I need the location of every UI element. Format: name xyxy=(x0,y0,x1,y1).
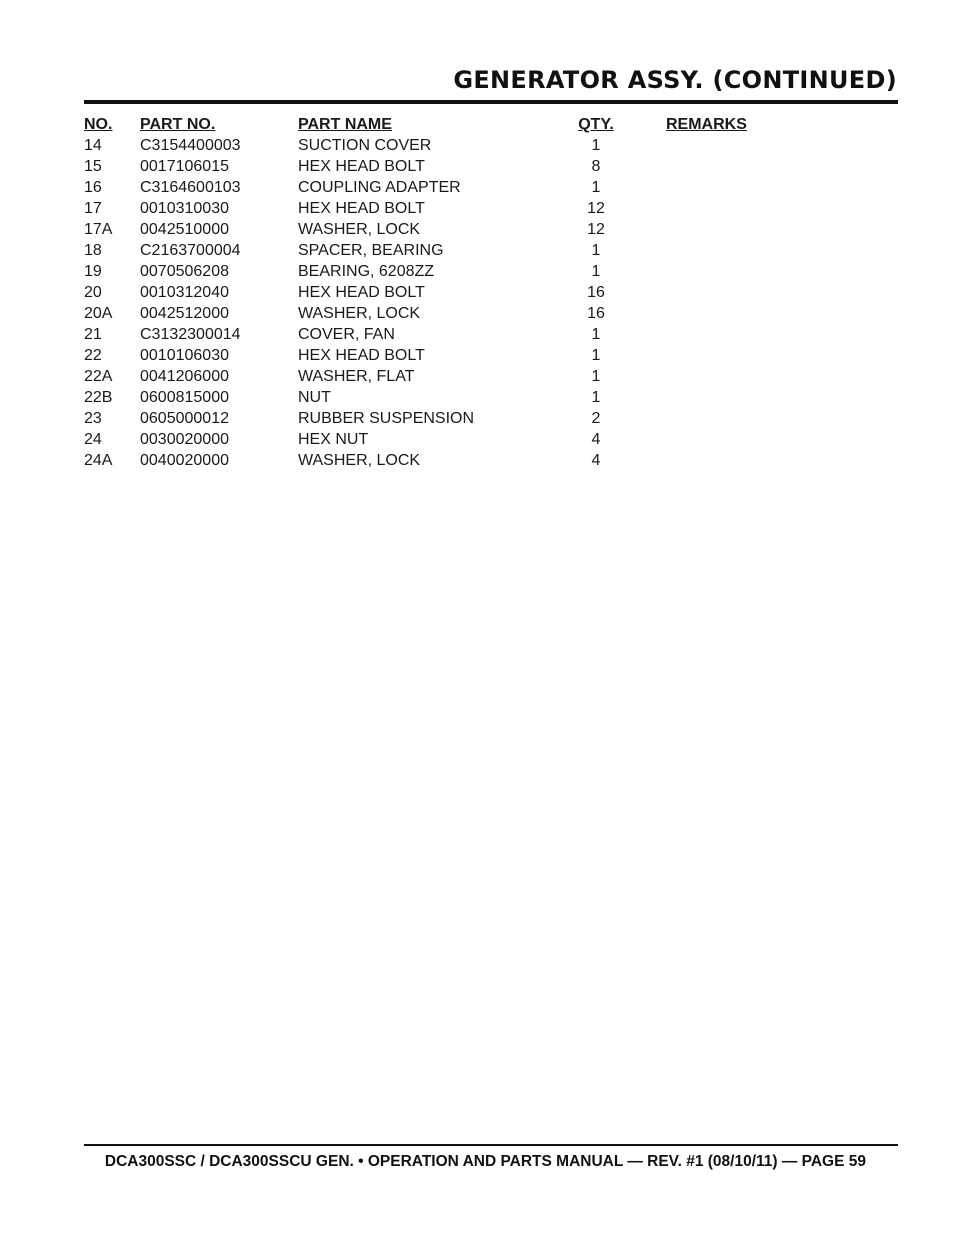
table-row xyxy=(84,177,784,198)
cell-no: 21 xyxy=(84,326,102,343)
column-header-no: NO. xyxy=(84,116,113,133)
cell-qty: 1 xyxy=(591,263,601,280)
cell-part-no: 0070506208 xyxy=(140,263,229,280)
column-header-part-no: PART NO. xyxy=(140,116,216,133)
cell-part-name: NUT xyxy=(298,389,331,406)
cell-no: 23 xyxy=(84,410,102,427)
cell-part-name: HEX HEAD BOLT xyxy=(298,158,425,175)
cell-qty: 4 xyxy=(591,452,601,469)
cell-part-name: SPACER, BEARING xyxy=(298,242,444,259)
cell-no: 20 xyxy=(84,284,102,301)
column-header-qty: QTY. xyxy=(578,116,614,133)
cell-no: 18 xyxy=(84,242,102,259)
table-row xyxy=(84,429,784,450)
cell-no: 22 xyxy=(84,347,102,364)
table-row xyxy=(84,366,784,387)
cell-no: 19 xyxy=(84,263,102,280)
cell-part-name: SUCTION COVER xyxy=(298,137,432,154)
table-row xyxy=(84,303,784,324)
cell-no: 17A xyxy=(84,221,113,238)
table-row xyxy=(84,240,784,261)
cell-no: 22B xyxy=(84,389,113,406)
table-row xyxy=(84,282,784,303)
cell-no: 17 xyxy=(84,200,102,217)
table-row xyxy=(84,135,784,156)
cell-part-no: 0010312040 xyxy=(140,284,229,301)
table-row xyxy=(84,156,784,177)
footer-divider xyxy=(84,1144,898,1146)
cell-part-no: 0010106030 xyxy=(140,347,229,364)
cell-part-name: COUPLING ADAPTER xyxy=(298,179,461,196)
cell-part-no: C3154400003 xyxy=(140,137,241,154)
cell-qty: 1 xyxy=(591,242,601,259)
table-row xyxy=(84,324,784,345)
cell-qty: 1 xyxy=(591,179,601,196)
cell-no: 15 xyxy=(84,158,102,175)
cell-no: 22A xyxy=(84,368,113,385)
cell-part-no: 0605000012 xyxy=(140,410,229,427)
parts-table xyxy=(84,114,784,471)
page-title: GENERATOR ASSY. (CONTINUED) xyxy=(453,66,897,94)
page-footer: DCA300SSC / DCA300SSCU GEN. • OPERATION AND PARTS MANUAL — REV. #1 (08/10/11) — PAGE 59 xyxy=(104,1153,866,1170)
column-header-part-name: PART NAME xyxy=(298,116,392,133)
cell-qty: 1 xyxy=(591,389,601,406)
cell-part-name: RUBBER SUSPENSION xyxy=(298,410,475,427)
cell-no: 24 xyxy=(84,431,102,448)
cell-part-no: C3164600103 xyxy=(140,179,241,196)
cell-part-no: C2163700004 xyxy=(140,242,241,259)
cell-part-no: 0030020000 xyxy=(140,431,229,448)
cell-qty: 16 xyxy=(587,284,605,301)
cell-qty: 1 xyxy=(591,347,601,364)
cell-no: 24A xyxy=(84,452,113,469)
cell-part-no: C3132300014 xyxy=(140,326,241,343)
title-divider xyxy=(84,100,898,104)
table-row xyxy=(84,450,784,471)
cell-part-no: 0040020000 xyxy=(140,452,229,469)
cell-part-name: WASHER, LOCK xyxy=(298,221,421,238)
cell-qty: 1 xyxy=(591,326,601,343)
cell-part-no: 0041206000 xyxy=(140,368,229,385)
column-header-remarks: REMARKS xyxy=(666,116,747,133)
cell-part-name: COVER, FAN xyxy=(298,326,395,343)
cell-no: 14 xyxy=(84,137,102,154)
table-row xyxy=(84,219,784,240)
cell-part-name: HEX HEAD BOLT xyxy=(298,347,425,364)
cell-part-name: WASHER, LOCK xyxy=(298,305,421,322)
cell-qty: 1 xyxy=(591,137,601,154)
table-row xyxy=(84,387,784,408)
cell-qty: 2 xyxy=(591,410,601,427)
cell-part-name: HEX NUT xyxy=(298,431,369,448)
cell-qty: 16 xyxy=(587,305,605,322)
cell-no: 20A xyxy=(84,305,113,322)
cell-part-no: 0017106015 xyxy=(140,158,229,175)
cell-qty: 12 xyxy=(587,221,605,238)
cell-part-no: 0042510000 xyxy=(140,221,229,238)
table-row xyxy=(84,345,784,366)
cell-part-no: 0042512000 xyxy=(140,305,229,322)
cell-qty: 4 xyxy=(591,431,601,448)
cell-qty: 8 xyxy=(591,158,601,175)
cell-qty: 1 xyxy=(591,368,601,385)
cell-part-name: HEX HEAD BOLT xyxy=(298,284,425,301)
table-header-row xyxy=(84,114,784,135)
cell-part-name: WASHER, LOCK xyxy=(298,452,421,469)
cell-part-name: BEARING, 6208ZZ xyxy=(298,263,435,280)
cell-part-name: WASHER, FLAT xyxy=(298,368,415,385)
cell-part-no: 0010310030 xyxy=(140,200,229,217)
table-row xyxy=(84,408,784,429)
cell-no: 16 xyxy=(84,179,102,196)
cell-qty: 12 xyxy=(587,200,605,217)
cell-part-no: 0600815000 xyxy=(140,389,229,406)
table-row xyxy=(84,198,784,219)
cell-part-name: HEX HEAD BOLT xyxy=(298,200,425,217)
table-row xyxy=(84,261,784,282)
